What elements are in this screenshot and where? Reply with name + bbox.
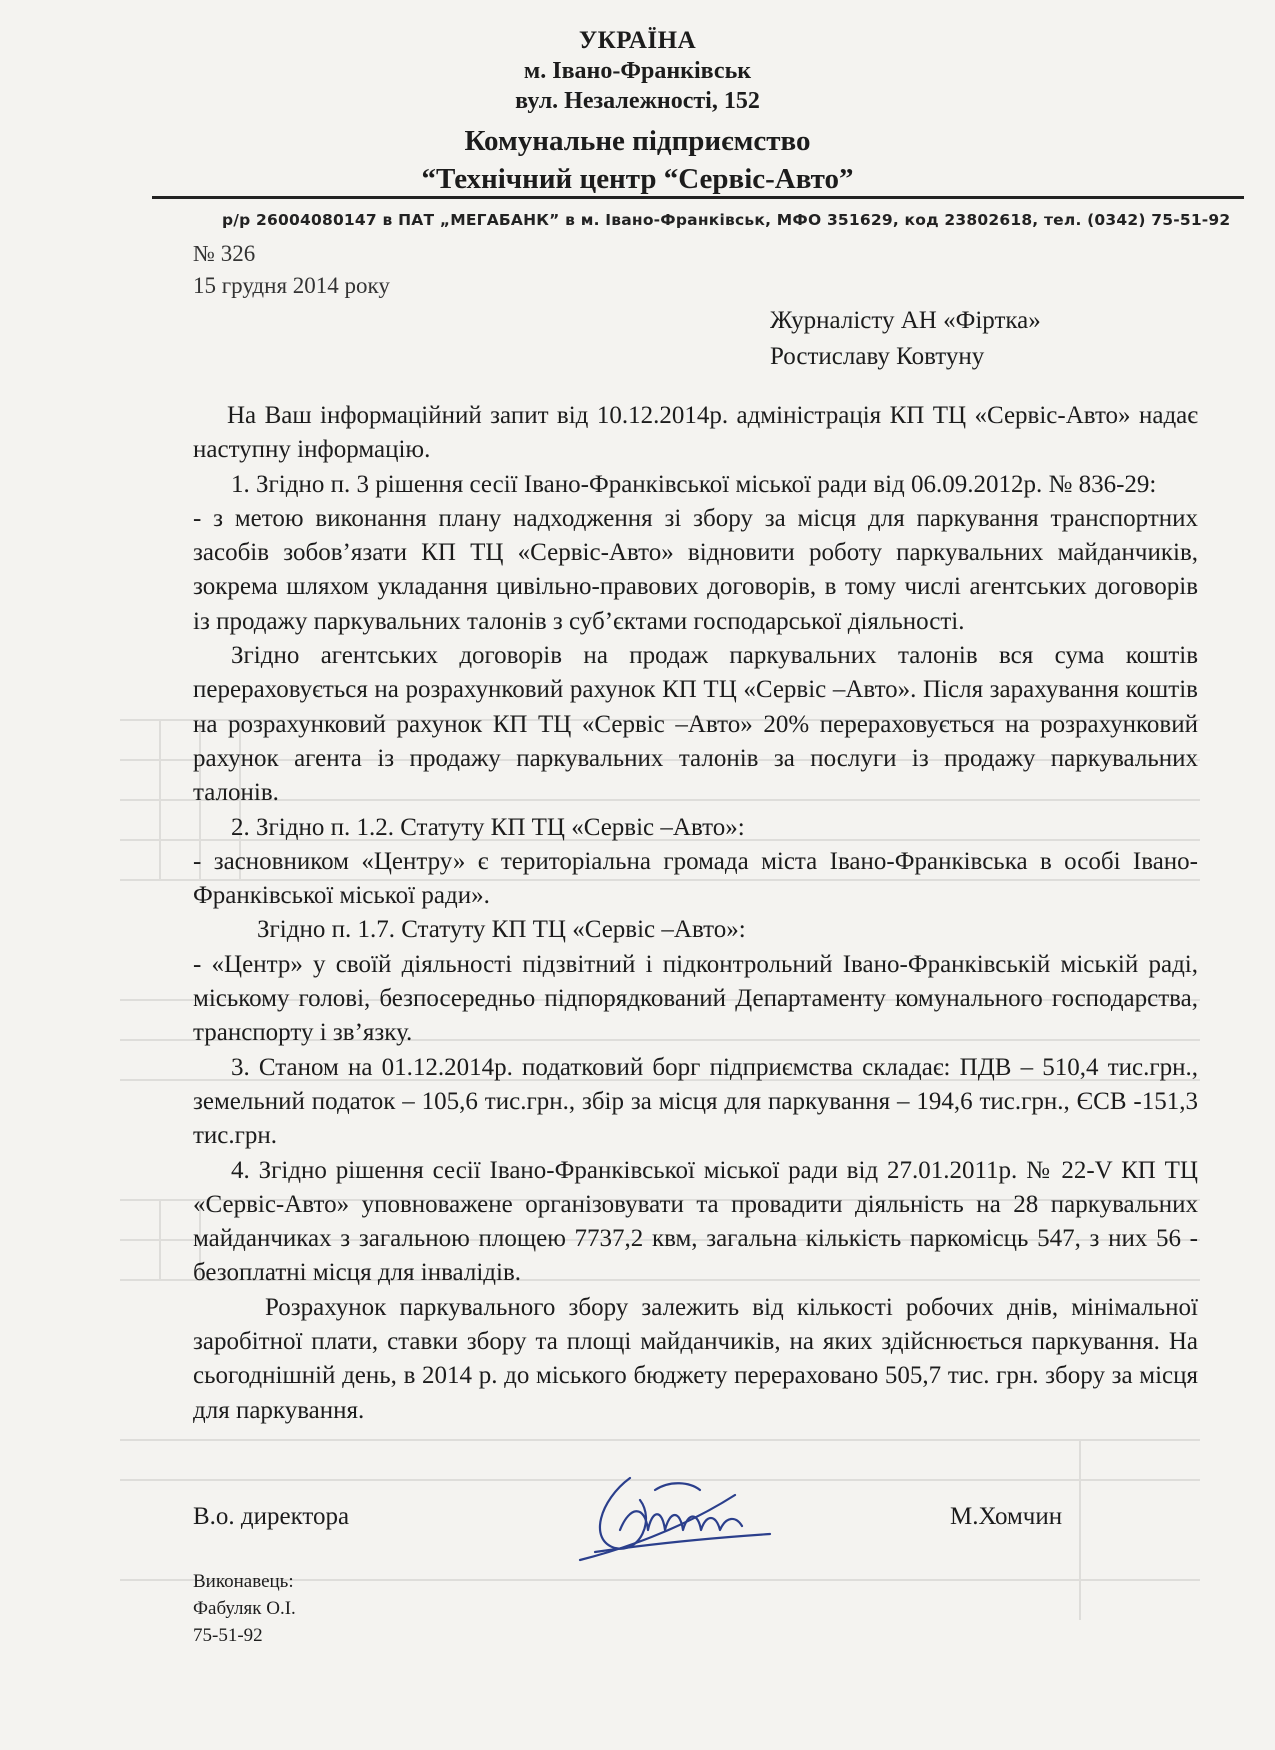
paragraph-item-2-founder: - засновником «Центру» є територіальна громада міста Івано-Франківська в особі Івано-Франківської міської ради». xyxy=(193,847,1198,910)
addressee-line-1: Журналісту АН «Фіртка» xyxy=(770,307,1041,334)
letterhead-divider xyxy=(152,196,1244,199)
org-type-line: Комунальне підприємство xyxy=(464,125,811,157)
letter-number: № 326 xyxy=(193,241,256,266)
paragraph-item-1-detail: - з метою виконання плану надходження зі збору за місця для паркування транспортних засобів зобов’язати КП ТЦ «Сервіс-Авто» відновити роботу паркувальних майданчиків, зокрема шляхом укладання цивільно-правових договорів, в тому числі агентських договорів із продажу паркувальних талонів з суб’єктами господарської діяльності. xyxy=(193,504,1198,635)
bank-details: р/р 26004080147 в ПАТ „МЕГАБАНК” в м. Івано-Франківськ, МФО 351629, код 23802618, тел. (0342) 75-51-92 xyxy=(222,211,1231,229)
executor-block xyxy=(193,1568,296,1649)
addressee-line-2: Ростиславу Ковтуну xyxy=(770,343,985,370)
signatory-position: В.о. директора xyxy=(193,1503,350,1530)
paragraph-statute-1-7: Згідно п. 1.7. Статуту КП ТЦ «Сервіс –Авто»: xyxy=(257,916,746,944)
paragraph-agent-contracts: Згідно агентських договорів на продаж паркувальних талонів вся сума коштів перераховується на розрахунковий рахунок КП ТЦ «Сервіс –Авто». Після зарахування коштів на розрахунковий рахунок КП ТЦ «Сервіс –Авто» 20% перераховується на розрахунковий рахунок агента із продажу паркувальних талонів за послуги із продажу паркувальних талонів. xyxy=(193,642,1198,807)
letter-meta xyxy=(193,238,390,302)
signatory-name: М.Хомчин xyxy=(950,1503,1063,1530)
letter-body xyxy=(193,399,1198,1428)
paragraph-statute-1-7-detail: - «Центр» у своїй діяльності підзвітний і підконтрольний Івано-Франківській міській раді, міському голові, безпосередньо підпорядкований Департаменту комунального господарства, транспорту і зв’язку. xyxy=(193,950,1198,1047)
paragraph-item-4-parking-lots: 4. Згідно рішення сесії Івано-Франківської міської ради від 27.01.2011р. № 22-V КП ТЦ «Сервіс-Авто» уповноважене організовувати та провадити діяльність на 28 паркувальних майданчиках з загальною площею 7737,2 квм, загальна кількість паркомісць 547, з них 56 - безоплатні місця для інвалідів. xyxy=(193,1156,1198,1287)
street-line: вул. Незалежності, 152 xyxy=(515,88,760,114)
country-line: УКРАЇНА xyxy=(578,27,697,54)
executor-name: Фабуляк О.І. xyxy=(193,1598,296,1619)
executor-label: Виконавець: xyxy=(193,1571,294,1592)
paragraph-item-1: 1. Згідно п. 3 рішення сесії Івано-Франківської міської ради від 06.09.2012р. № 836-29: xyxy=(231,470,1157,498)
letterhead xyxy=(0,26,1275,198)
paragraph-item-3-tax-debt: 3. Станом на 01.12.2014р. податковий борг підприємства складає: ПДВ – 510,4 тис.грн., земельний податок – 105,6 тис.грн., збір за місця для паркування – 194,6 тис.грн., ЄСВ -151,3 тис.грн. xyxy=(193,1053,1198,1150)
letter-date: 15 грудня 2014 року xyxy=(193,273,390,298)
org-name-line: “Технічний центр “Сервіс-Авто” xyxy=(421,163,854,195)
paragraph-parking-fee: Розрахунок паркувального збору залежить від кількості робочих днів, мінімальної заробітної плати, ставки збору та площі майданчиків, на яких здійснюється паркування. На сьогоднішній день, в 2014 р. до міського бюджету перераховано 505,7 тис. грн. збору за місця для паркування. xyxy=(193,1293,1198,1424)
paragraph-intro: На Ваш інформаційний запит від 10.12.2014р. адміністрація КП ТЦ «Сервіс-Авто» надає наступну інформацію. xyxy=(193,402,1198,464)
addressee-block xyxy=(770,303,1041,375)
paragraph-item-2: 2. Згідно п. 1.2. Статуту КП ТЦ «Сервіс –Авто»: xyxy=(231,813,745,841)
executor-phone: 75-51-92 xyxy=(193,1625,263,1646)
handwritten-signature xyxy=(560,1460,800,1570)
city-line: м. Івано-Франківськ xyxy=(523,58,752,84)
